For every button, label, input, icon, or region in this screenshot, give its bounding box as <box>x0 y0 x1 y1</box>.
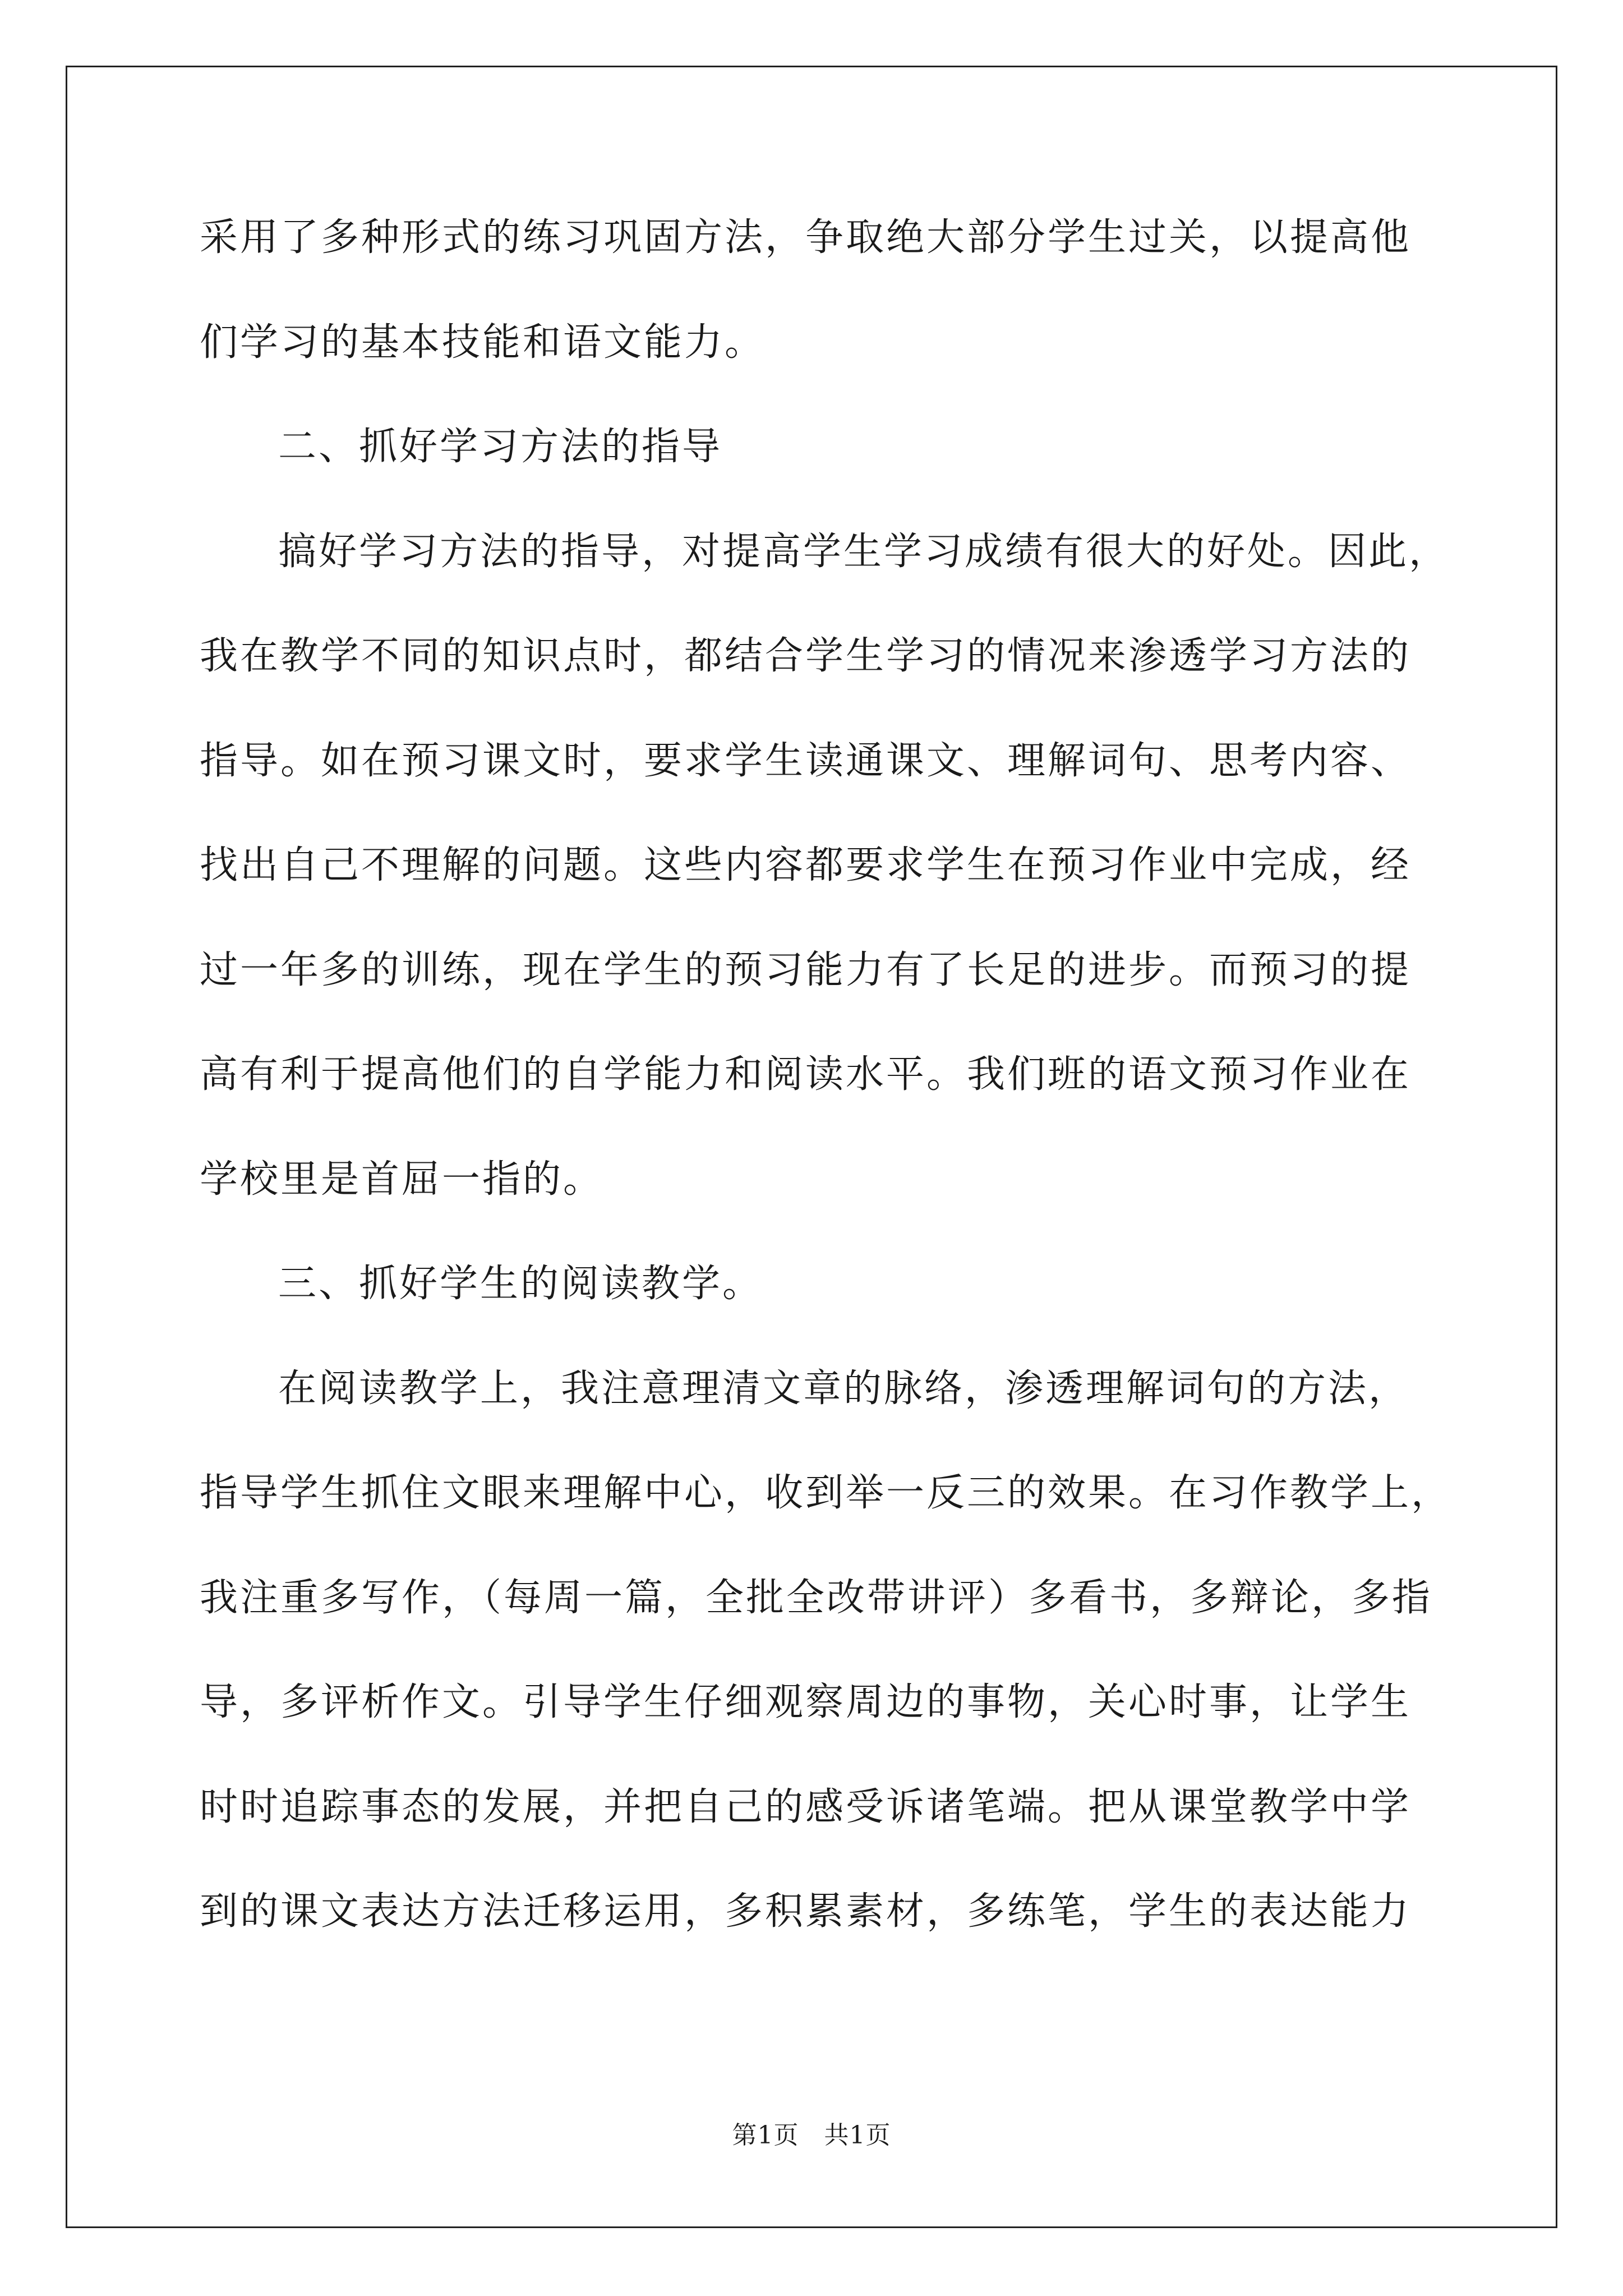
text-line: 到的课文表达方法迁移运用，多积累素材，多练笔，学生的表达能力 <box>200 1889 1412 1934</box>
text-line: 导，多评析作文。引导学生仔细观察周边的事物，关心时事，让学生 <box>200 1680 1412 1724</box>
section-heading: 三、抓好学生的阅读教学。 <box>278 1262 763 1306</box>
text-line: 在阅读教学上，我注意理清文章的脉络，渗透理解词句的方法， <box>278 1366 1409 1411</box>
text-line: 我在教学不同的知识点时，都结合学生学习的情况来渗透学习方法的 <box>200 634 1412 678</box>
page-total: 共1页 <box>824 2121 891 2150</box>
text-line: 找出自己不理解的问题。这些内容都要求学生在预习作业中完成，经 <box>200 843 1412 887</box>
text-line: 学校里是首屈一指的。 <box>200 1157 604 1202</box>
section-heading: 二、抓好学习方法的指导 <box>278 425 723 469</box>
text-line: 指导。如在预习课文时，要求学生读通课文、理解词句、思考内容、 <box>200 738 1412 783</box>
text-line: 高有利于提高他们的自学能力和阅读水平。我们班的语文预习作业在 <box>200 1052 1412 1097</box>
text-line: 指导学生抓住文眼来理解中心，收到举一反三的效果。在习作教学上， <box>200 1471 1452 1515</box>
text-line: 们学习的基本技能和语文能力。 <box>200 320 766 365</box>
text-line: 我注重多写作，（每周一篇，全批全改带讲评）多看书，多辩论，多指 <box>200 1575 1433 1620</box>
text-line: 时时追踪事态的发展，并把自己的感受诉诸笔端。把从课堂教学中学 <box>200 1784 1412 1829</box>
document-body <box>200 215 1452 1998</box>
text-line: 采用了多种形式的练习巩固方法，争取绝大部分学生过关，以提高他 <box>200 215 1412 260</box>
text-line: 搞好学习方法的指导，对提高学生学习成绩有很大的好处。因此， <box>278 529 1450 574</box>
page-footer <box>0 2123 1623 2148</box>
page-number: 第1页 <box>732 2121 799 2150</box>
text-line: 过一年多的训练，现在学生的预习能力有了长足的进步。而预习的提 <box>200 947 1412 992</box>
